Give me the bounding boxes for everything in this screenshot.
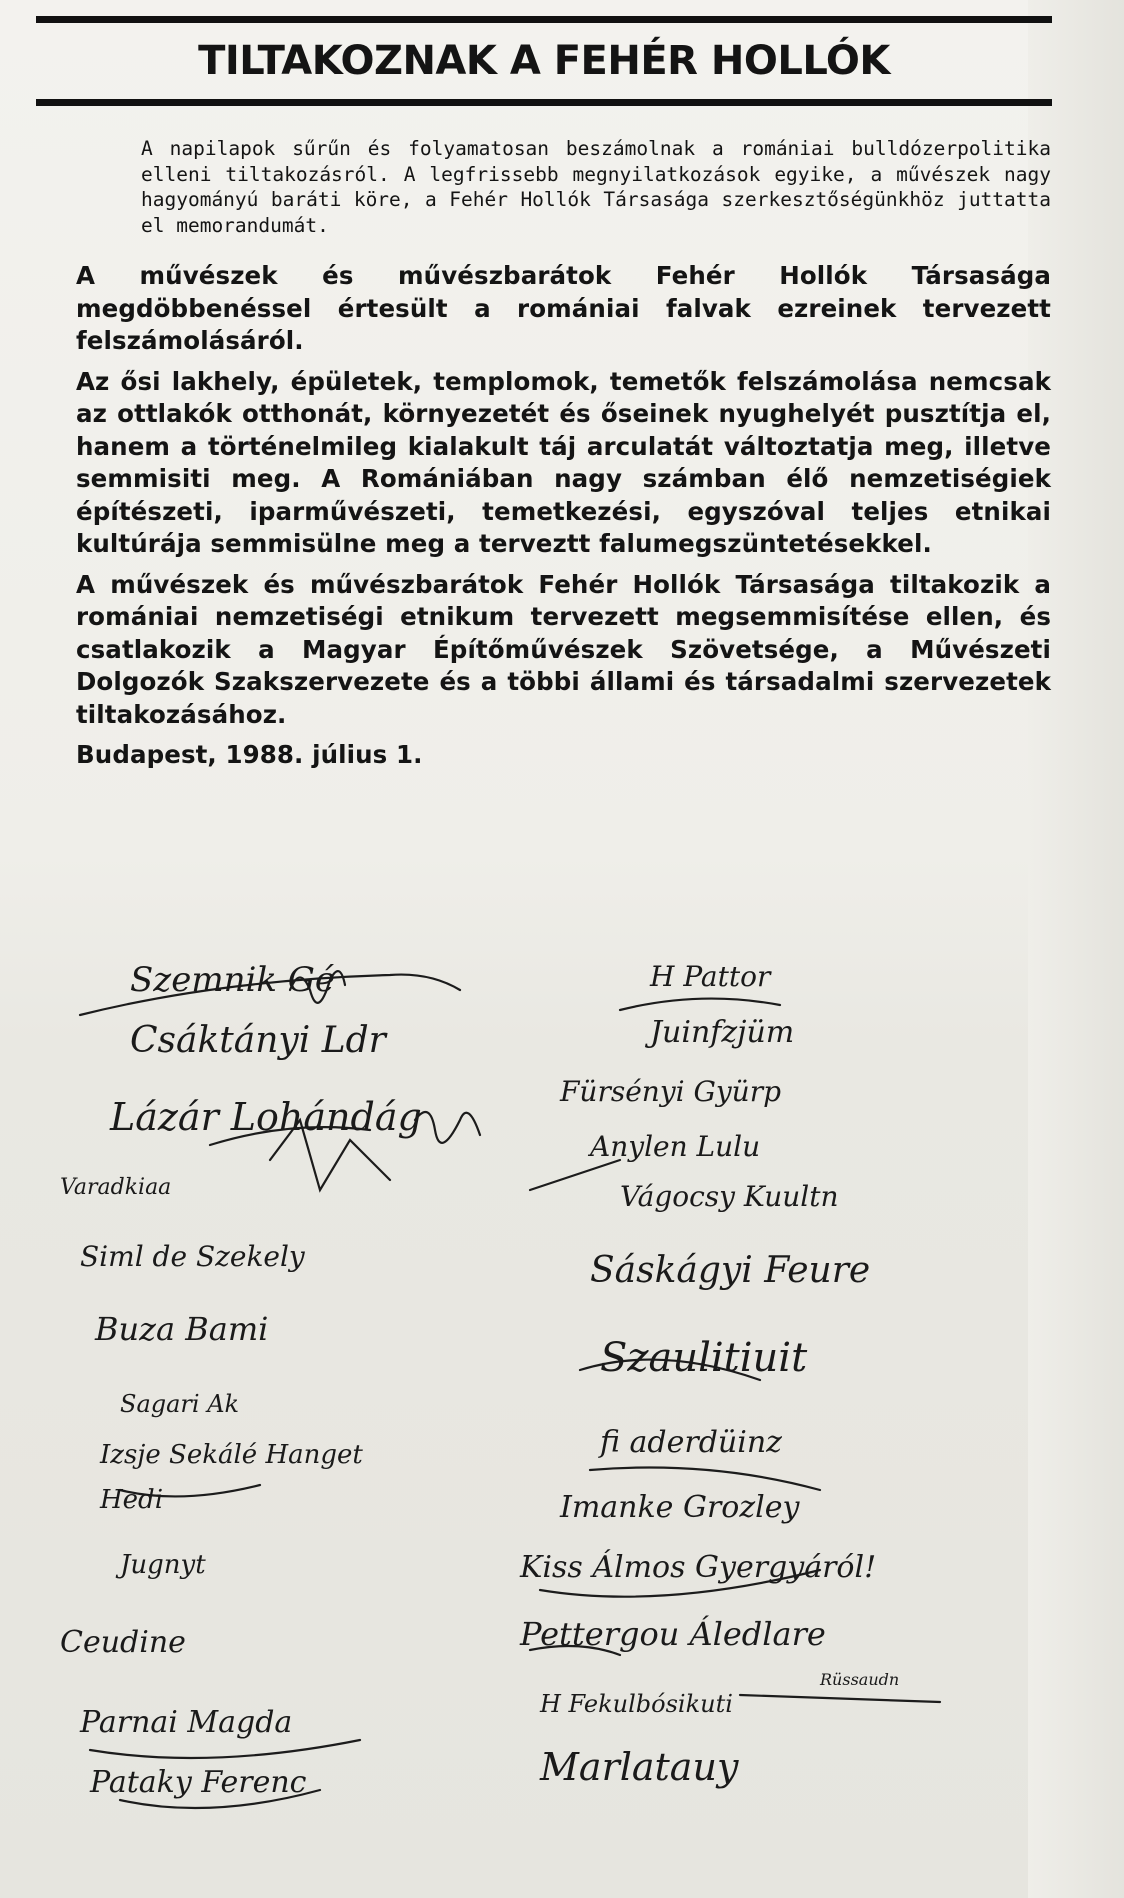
signature-left-5: Siml de Szekely [80,1240,305,1273]
signature-left-12: Parnai Magda [80,1705,293,1740]
article [36,16,1052,780]
signature-right-9: Imanke Grozley [560,1490,800,1525]
memorandum-paragraph-3: A művészek és művészbarátok Fehér Hollók Társasága tiltakozik a romániai nemzetiségi etnikum tervezett megsemmisítése ellen, és csatlakozik a Magyar Építőművészek Szövetsége, a Művészeti Dolgozók Szakszervezete és a többi állami és társadalmi szervezetek tiltakozásához. [76,569,1051,729]
memorandum-paragraph-2: Az ősi lakhely, épületek, templomok, temetők felszámolása nemcsak az ottlakók otthonát, környezetét és őseinek nyughelyét pusztítja el, hanem a történelmileg kialakult táj arculatát változtatja meg, illetve semmisiti meg. A Romániában nagy számban élő nemzetiségiek építészeti, iparművészeti, temetkezési, egyszóval teljes etnikai kultúrája semmisülne meg a terveztt falumegszüntetésekkel. [76,366,1051,558]
top-rule [36,16,1052,23]
lead-text: A napilapok sűrűn és folyamatosan beszámolnak a romániai bulldózerpolitika elleni tiltakozásról. A legfrissebb megnyilatkozások egyike, a művészek nagy hagyományú baráti köre, a Fehér Hollók Társasága szerkesztőségünkhöz juttatta el memorandumát. [141,137,1051,237]
memorandum-body [76,260,1051,772]
signature-left-11: Ceudine [60,1625,186,1660]
signature-left-6: Buza Bami [95,1310,269,1348]
signature-right-3: Fürsényi Gyürp [560,1075,782,1108]
signature-left-1: Szemnik Gé [130,960,336,1000]
signature-right-1: H Pattor [650,960,771,993]
signature-left-3: Lázár Lohándág [110,1095,422,1139]
signature-left-2: Csáktányi Ldr [130,1020,386,1061]
signature-left-7: Sagari Ak [120,1390,240,1418]
signature-right-5: Vágocsy Kuultn [620,1180,839,1213]
lead-paragraph [141,136,1051,238]
signature-right-8: fi aderdüinz [600,1425,782,1460]
signature-right-10: Kiss Álmos Gyergyáról! [520,1550,877,1585]
signatures-area [60,950,1020,1850]
memorandum-paragraph-1: A művészek és művészbarátok Fehér Hollók Társasága megdöbbenéssel értesült a romániai falvak ezreinek tervezett felszámolásáról. [76,261,1051,355]
signature-right-2: Juinfzjüm [650,1015,795,1050]
dateline: Budapest, 1988. július 1. [76,740,423,769]
signature-right-11: Pettergou Áledlare [520,1615,826,1653]
signature-right-13: H Fekulbósikuti [540,1690,733,1718]
signature-left-4: Varadkiaa [60,1175,172,1200]
signature-right-7: Szaulitiuit [600,1335,808,1381]
signature-left-8: Izsje Sekálé Hanget [100,1440,363,1470]
signature-left-10: Jugnyt [120,1550,206,1580]
signature-right-14: Marlatauy [540,1745,739,1789]
signature-right-12: Rüssaudn [820,1670,900,1689]
signature-right-6: Sáskágyi Feure [590,1250,871,1291]
headline-rule [36,99,1052,106]
signature-right-4: Anylen Lulu [590,1130,761,1163]
signature-left-13: Pataky Ferenc [90,1765,307,1800]
signature-left-9: Hedi [100,1485,164,1515]
headline: TILTAKOZNAK A FEHÉR HOLLÓK [198,38,890,84]
